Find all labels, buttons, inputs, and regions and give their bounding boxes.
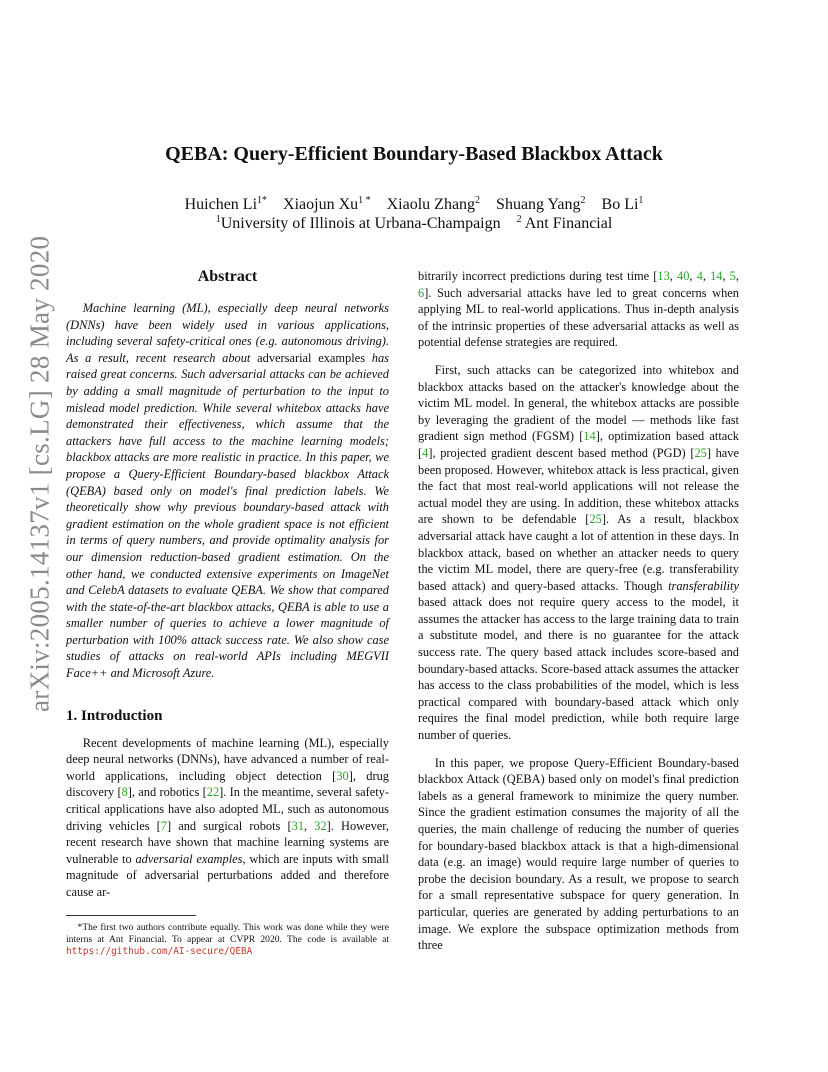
affiliation-list — [0, 214, 828, 233]
citation-link[interactable]: 30 — [336, 768, 349, 783]
footnote-divider — [66, 915, 196, 916]
affiliation: $^1$University of Illinois at Urbana-Champaign — [215, 214, 501, 232]
footnote: *The first two authors contribute equally. This work was done while they were interns at Ant Financial. To appear at CVPR 2020. The code is available at https://github.com/AI-secure/QEBA — [66, 921, 389, 957]
author: Huichen $Li^{1*}$ — [184, 195, 268, 213]
abstract-heading: Abstract — [197, 268, 258, 285]
citation-link[interactable]: 7 — [160, 818, 167, 833]
author: Bo Li$^1$ — [601, 195, 644, 213]
citation-link[interactable]: 25 — [589, 512, 602, 527]
citation-link[interactable]: 4 — [696, 269, 703, 283]
left-column — [66, 268, 389, 958]
author-list — [0, 195, 828, 214]
citation-link[interactable]: 22 — [206, 785, 220, 800]
citation-link[interactable]: 5 — [729, 269, 736, 283]
citation-link[interactable]: 32 — [314, 818, 327, 833]
intro-paragraph-continued: bitrarily incorrect predictions during test time [13, 40, 4, 14, 5, 6]. Such adversarial attacks have led to great concerns when applying ML to real-world applications. Thus in-depth analysis of the intrinsic properties of these adversarial attacks as well as potential defense strategies are required. — [418, 269, 739, 350]
citation-link[interactable]: 14 — [710, 269, 723, 283]
citation-link[interactable]: 13 — [657, 269, 670, 283]
intro-paragraph: First, such attacks can be categorized into whitebox and blackbox attacks based on the attacker's knowledge about the victim ML model. In general, the whitebox attacks are possible by leveraging the gradient of the model — methods like fast gradient sign method (FGSM) [14], optimization based attack [4], projected gradient descent based method (PGD) [25] have been proposed. However, whitebox attack is less practical, given the fact that most real-world applications will not release the actual model they are using. In addition, these whitebox attacks are shown to be defendable [25]. As a result, blackbox adversarial attack have caught a lot of attention in these days. In blackbox attack, based on whether an attacker needs to query the victim ML model, there are query-free (e.g. transferability based attack) and query-based attacks. Though transferability based attack does not require query access to the model, it assumes the attacker has access to the large training data to train a substitute model, and there is no guarantee for the attack success rate. The query based attack includes score-based and boundary-based attacks. Score-based attack assumes the attacker has access to the class probabilities of the model, which is less practical compared with boundary-based attack which only requires the final model prediction, while both require large number of queries. — [418, 362, 740, 743]
citation-link[interactable]: 25 — [694, 445, 707, 460]
right-column — [418, 268, 739, 965]
author-block — [0, 195, 828, 233]
arxiv-identifier: arXiv:2005.14137v1 [cs.LG] 28 May 2020 — [24, 235, 55, 713]
code-url-link[interactable]: https://github.com/AI-secure/QEBA — [66, 946, 253, 957]
abstract-text: Machine learning (ML), especially deep neural networks (DNNs) have been widely used in various applications, including several safety-critical ones (e.g. autonomous driving). As a result, recent research about adversarial examples has raised great concerns. Such adversarial attacks can be achieved by adding a small magnitude of perturbation to the input to mislead model prediction. While several whitebox attacks have demonstrated their effectiveness, which assume that the attackers have full access to the machine learning models; blackbox attacks are more realistic in practice. In this paper, we propose a Query-Efficient Boundary-based blackbox Attack (QEBA) based only on model's final prediction labels. We theoretically show why previous boundary-based attack with gradient estimation on the whole gradient space is not efficient in terms of query numbers, and provide optimality analysis for our dimension reduction-based gradient estimation. On the other hand, we conducted extensive experiments on ImageNet and CelebA datasets to evaluate QEBA. We show that compared with the state-of-the-art blackbox attacks, QEBA is able to use a smaller number of queries to achieve a lower magnitude of perturbation with 100% attack success rate. We also show case studies of attacks on real-world APIs including MEGVII Face++ and Microsoft Azure. — [66, 301, 389, 681]
citation-link[interactable]: 4 — [422, 445, 429, 460]
citation-link[interactable]: 31 — [291, 818, 305, 833]
author: Xiaojun $Xu^{1 *}$ — [283, 195, 371, 213]
affiliation: $^2$ Ant Financial — [516, 214, 613, 232]
section-heading-introduction: 1. Introduction — [66, 707, 163, 724]
citation-link[interactable]: 14 — [583, 429, 596, 444]
citation-link[interactable]: 6 — [418, 285, 425, 300]
intro-paragraph: In this paper, we propose Query-Efficient Boundary-based blackbox Attack (QEBA) based only on model's final prediction labels as a general framework to minimize the query number. Since the gradient estimation consumes the majority of all the queries, the main challenge of reducing the number of queries for boundary-based blackbox attack is that a high-dimensional data (e.g. an image) would require large number of queries to probe the decision boundary. As a result, we propose to search for a small representative subspace for query generation. In particular, queries are generated by adding perturbations to an image. We explore the subspace optimization methods from three — [418, 755, 739, 953]
author: Xiaolu Zhang$^2$ — [386, 195, 481, 213]
paper-title: QEBA: Query-Efficient Boundary-Based Blackbox Attack — [165, 143, 663, 165]
author: Shuang Yang$^2$ — [496, 195, 586, 213]
citation-link[interactable]: 8 — [121, 785, 128, 800]
citation-link[interactable]: 40 — [677, 269, 690, 283]
intro-paragraph: Recent developments of machine learning (ML), especially deep neural networks (DNNs), have advanced a number of real-world applications, including object detection [30], drug discovery [8], and robotics [22]. In the meantime, several safety-critical applications have also adopted ML, such as autonomous driving vehicles [7] and surgical robots [31, 32]. However, recent research have shown that machine learning systems are vulnerable to adversarial examples, which are inputs with small magnitude of adversarial perturbations added and therefore cause ar- — [66, 735, 390, 899]
